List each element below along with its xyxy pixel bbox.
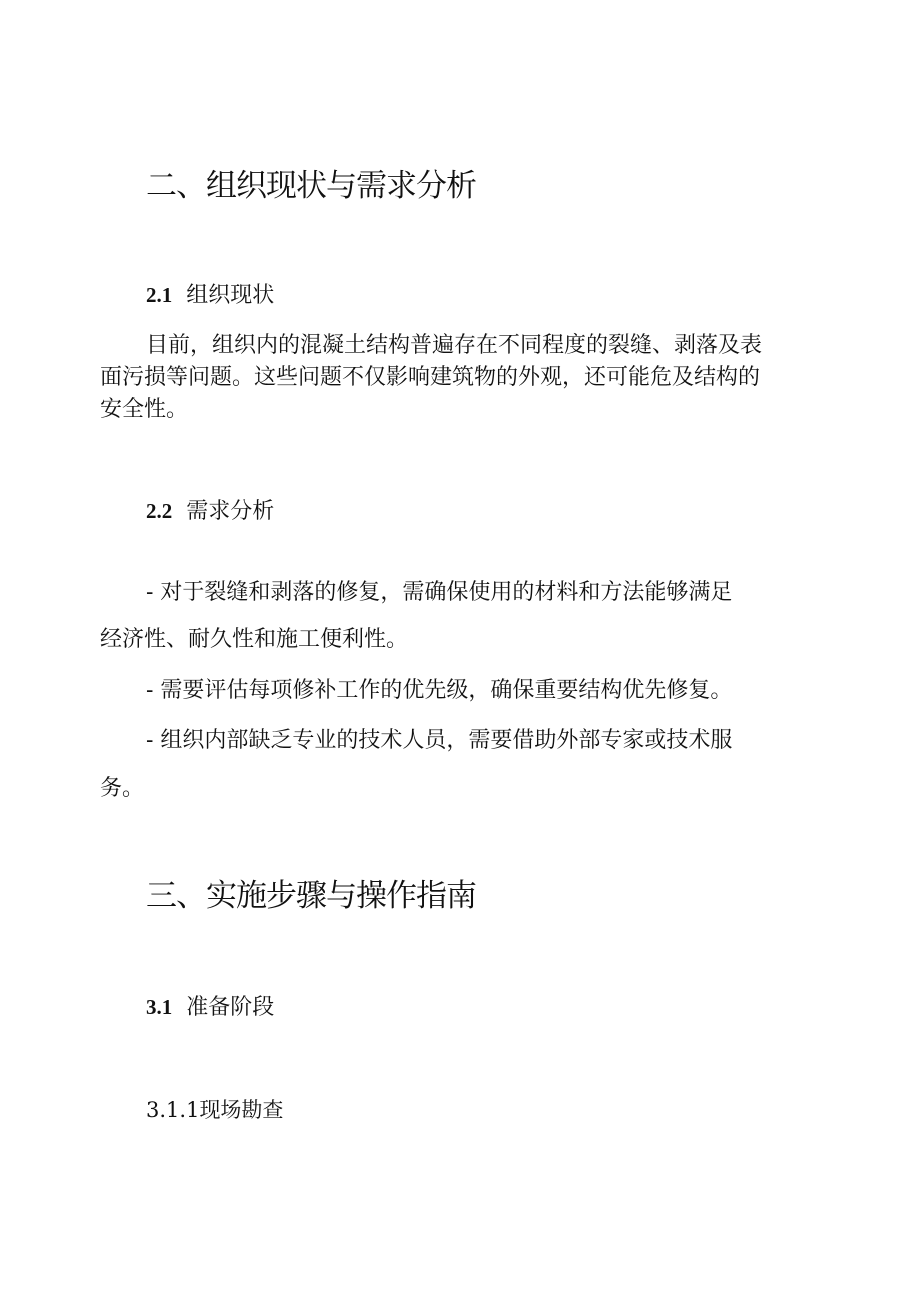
subsection-title: 组织现状 [186,283,275,308]
section-heading-2: 二、组织现状与需求分析 [146,168,476,204]
item-heading-3-1-1 [146,1096,283,1124]
paragraph-line: 安全性。 [100,397,189,422]
bullet-line: - 对于裂缝和剥落的修复，需确保使用的材料和方法能够满足 [146,580,733,605]
subsection-title: 准备阶段 [186,995,275,1020]
section-heading-3: 三、实施步骤与操作指南 [146,878,476,914]
bullet-line: 经济性、耐久性和施工便利性。 [100,627,409,652]
bullet-line: - 组织内部缺乏专业的技术人员，需要借助外部专家或技术服 [146,728,733,753]
subsection-number: 2.2 [146,499,173,523]
subsection-heading-2-1 [146,281,274,310]
subsection-number: 2.1 [146,283,173,307]
item-number: 3.1.1 [146,1098,200,1122]
bullet-line: 务。 [100,776,145,801]
paragraph-line: 面污损等问题。这些问题不仅影响建筑物的外观，还可能危及结构的 [100,365,761,390]
bullet-line: - 需要评估每项修补工作的优先级，确保重要结构优先修复。 [146,678,733,703]
subsection-heading-3-1 [146,993,274,1022]
subsection-heading-2-2 [146,497,274,526]
subsection-title: 需求分析 [186,499,275,524]
subsection-number: 3.1 [146,995,173,1019]
item-title: 现场勘查 [199,1098,284,1122]
paragraph-line: 目前，组织内的混凝土结构普遍存在不同程度的裂缝、剥落及表 [146,333,763,358]
